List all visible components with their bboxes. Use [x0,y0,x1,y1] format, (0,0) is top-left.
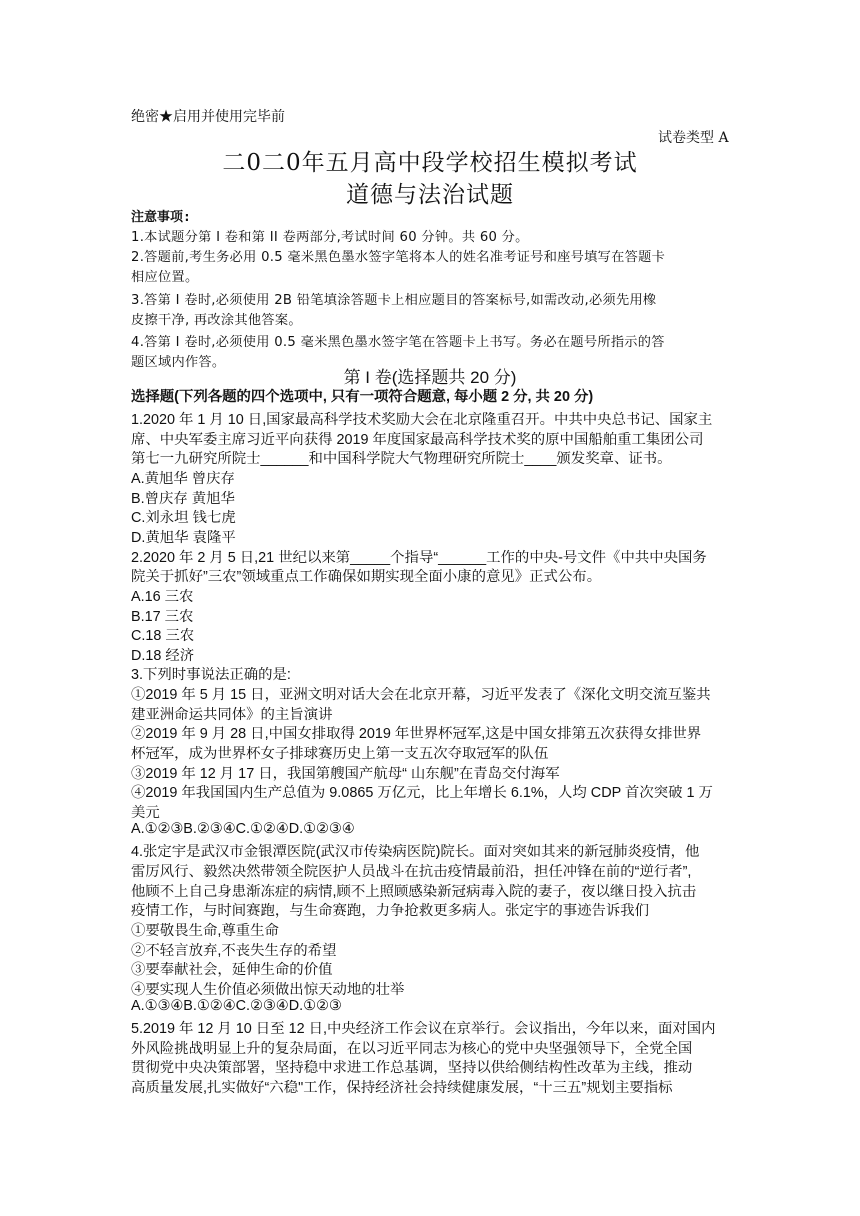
question-line: 第七一九研究所院士______和中国科学院大气物理研究所院士____颁发奖章、证书。 [131,451,672,467]
question-line: ③2019 年 12 月 17 日，我国第艘国产航母“ 山东舰”在青岛交付海军 [131,766,560,782]
paper-type-label: 试卷类型 A [658,130,729,146]
question-line: 他顾不上自己身患渐冻症的病情,顾不上照顾感染新冠病毒入院的妻子，夜以继日投入抗击 [131,884,697,900]
question-line: 雷厉风行、毅然决然带领全院医护人员战斗在抗击疫情最前沿，担任冲锋在前的“逆行者”, [131,864,692,880]
note-line: 4.答第 I 卷时,必须使用 0.5 毫米黑色墨水签字笔在答题卡上书写。务必在题号所指示的答 [131,335,665,350]
question-line: C.18 三农 [131,628,195,644]
question-line: 杯冠军，成为世界杯女子排球赛历史上第一支五次夺取冠军的队伍 [131,746,549,762]
question-line: B.17 三农 [131,609,194,625]
question-line: 疫情工作，与时间赛跑，与生命赛跑，力争抢救更多病人。张定宇的事迹告诉我们 [131,903,650,919]
question-line: 席、中央军委主席习近平向获得 2019 年度国家最高科学技术奖的原中国船舶重工集团公司 [131,432,704,448]
question-line: A.黄旭华 曾庆存 [131,471,235,487]
question-line: ④2019 年我国国内生产总值为 9.0865 万亿元，比上年增长 6.1%，人均 CDP 首次突破 1 万 [131,785,713,801]
question-line: ②2019 年 9 月 28 日,中国女排取得 2019 年世界杯冠军,这是中国女排第五次获得女排世界 [131,726,702,742]
note-line: 相应位置。 [131,270,199,285]
question-line: C.刘永坦 钱七虎 [131,510,236,526]
question-line: ①要敬畏生命,尊重生命 [131,923,279,939]
question-line: B.曾庆存 黄旭华 [131,491,235,507]
question-line: 高质量发展,扎实做好“六稳"工作，保持经济社会持续健康发展，“十三五”规划主要指标 [131,1080,673,1096]
section-instructions: 选择题(下列各题的四个选项中, 只有一项符合题意, 每小题 2 分, 共 20 分) [131,389,594,405]
confidential-label: 绝密★启用并使用完毕前 [131,109,285,125]
question-line: A.①③④B.①②④C.②③④D.①②③ [131,998,342,1014]
notes-heading: 注意事项: [131,210,191,225]
note-line: 1.本试题分第 I 卷和第 II 卷两部分,考试时间 60 分钟。共 60 分。 [131,230,529,245]
question-line: 1.2020 年 1 月 10 日,国家最高科学技术奖励大会在北京隆重召开。中共中央总书记、国家主 [131,412,713,428]
question-line: 3.下列时事说法正确的是: [131,667,291,683]
question-line: 4.张定宇是武汉市金银潭医院(武汉市传染病医院)院长。面对突如其来的新冠肺炎疫情，他 [131,844,700,860]
note-line: 皮擦干净, 再改涂其他答案。 [131,313,302,328]
subject-title: 道德与法治试题 [346,182,514,208]
question-line: 外风险挑战明显上升的复杂局面，在以习近平同志为核心的党中央坚强领导下，全党全国 [131,1041,693,1057]
question-line: 2.2020 年 2 月 5 日,21 世纪以来第_____个指导“______工作的中央-号文件《中共中央国务 [131,550,707,566]
question-line: ④要实现人生价值必须做出惊天动地的壮举 [131,982,405,998]
question-line: D.黄旭华 袁隆平 [131,530,236,546]
question-line: 美元 [131,805,160,821]
question-line: A.16 三农 [131,589,194,605]
section-title: 第 I 卷(选择题共 20 分) [343,368,517,387]
question-line: 院关于抓好”三农”领域重点工作确保如期实现全面小康的意见》正式公布。 [131,569,602,585]
question-line: ①2019 年 5 月 15 日，亚洲文明对话大会在北京开幕，习近平发表了《深化文明交流互鉴共 [131,687,711,703]
note-line: 2.答题前,考生务必用 0.5 毫米黑色墨水签字笔将本人的姓名准考证号和座号填写在答题卡 [131,250,666,265]
question-line: ②不轻言放弃,不丧失生存的希望 [131,943,337,959]
question-line: ③要奉献社会，延伸生命的价值 [131,962,333,978]
exam-title: 二0二0年五月高中段学校招生模拟考试 [222,150,638,176]
question-line: 5.2019 年 12 月 10 日至 12 日,中央经济工作会议在京举行。会议指出，今年以来，面对国内 [131,1021,716,1037]
note-line: 3.答第 I 卷时,必须使用 2B 铅笔填涂答题卡上相应题目的答案标号,如需改动,必须先用橡 [131,293,657,308]
note-line: 题区域内作答。 [131,355,226,370]
question-line: A.①②③B.②③④C.①②④D.①②③④ [131,821,355,837]
question-line: D.18 经济 [131,648,195,664]
question-line: 贯彻党中央决策部署，坚持稳中求进工作总基调，坚持以供给侧结构性改革为主线，推动 [131,1060,693,1076]
question-line: 建亚洲命运共同体》的主旨演讲 [131,707,333,723]
